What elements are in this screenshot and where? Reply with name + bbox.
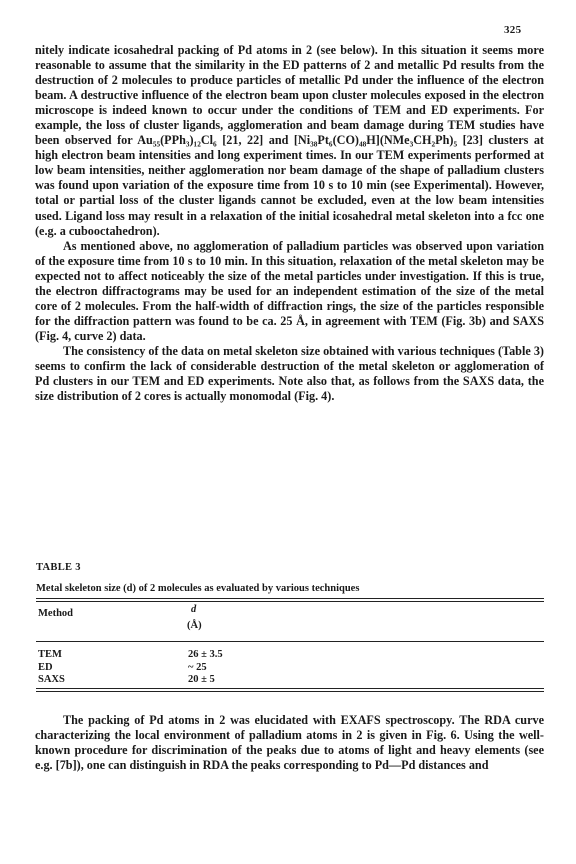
table-cell-value: ~ 25 — [188, 661, 207, 673]
body-text-top — [35, 43, 544, 404]
table-top-rule — [36, 598, 544, 599]
table-body — [38, 649, 308, 687]
table-header-unit: (Å) — [187, 620, 202, 631]
paragraph-1: nitely indicate icosahedral packing of Pd atoms in 2 (see below). In this situation it seems more reasonable to assume that the similarity in the ED patterns of 2 and metallic Pd results from the destruction of 2 molecules to produce particles of metallic Pd under the influence of the electron beam. A destructive influence of the electron beam upon cluster molecules exposed in the electron microscope is indeed known to occur under the conditions of TEM and ED experiments. For example, the loss of cluster ligands, agglomeration and beam damage during TEM studies have been observed for Au₅₅(PPh₃)₁₂Cl₆ [21, 22] and [Ni₃₈Pt₆(CO)₄₈H](NMe₃CH₂Ph)₅ [23] clusters at high electron beam intensities and long experiment times. In our TEM experiments performed at low beam intensities, neither agglomeration nor beam damage of the shape of palladium clusters was found upon variation of the exposure time from 10 s to 10 min (see Experimental). However, total or partial loss of the cluster ligands cannot be excluded, even at the low beam intensities used. Ligand loss may result in a relaxation of the initial icosahedral metal skeleton into a fcc one (e.g. a cuboоctahedron). — [35, 43, 544, 238]
table-label: TABLE 3 — [36, 562, 81, 573]
table-top-rule-secondary — [36, 601, 544, 602]
paragraph-2: As mentioned above, no agglomeration of palladium particles was observed upon variation of the exposure time from 10 s to 10 min. In this situation, relaxation of the metal skeleton may be expected not to affect noticeably the size of the metal particles under investigation. If this is true, the electron diffractograms may be used for an independent estimation of the size of the metal core of 2 molecules. From the half-width of diffraction rings, the size of the particles responsible for the diffraction pattern was found to be ca. 25 Å, in agreement with TEM (Fig. 3b) and SAXS (Fig. 4, curve 2) data. — [35, 238, 544, 343]
paragraph-4: The packing of Pd atoms in 2 was elucidated with EXAFS spectroscopy. The RDA curve characterizing the local environment of palladium atoms in 2 is given in Fig. 6. Using the well-known procedure for discrimination of the peaks due to atoms of light and heavy elements (see e.g. [7b]), one can distinguish in RDA the peaks corresponding to Pd—Pd distances and — [35, 713, 544, 773]
table-bottom-rule-secondary — [36, 691, 544, 692]
table-cell-method: TEM — [38, 649, 62, 660]
table-header-method: Method — [38, 608, 73, 619]
table-row — [38, 674, 308, 687]
body-text-bottom — [35, 713, 544, 773]
table-row — [38, 649, 308, 662]
table-cell-value: 26 ± 3.5 — [188, 649, 223, 660]
table-header-rule — [36, 641, 544, 642]
table-cell-method: SAXS — [38, 674, 65, 686]
table-cell-method: ED — [38, 661, 53, 673]
page-number: 325 — [504, 24, 522, 36]
table-bottom-rule — [36, 688, 544, 689]
table-header-d: d — [191, 604, 197, 615]
table-cell-value: 20 ± 5 — [188, 674, 215, 686]
table-row — [38, 662, 308, 675]
table-caption: Metal skeleton size (d) of 2 molecules as evaluated by various techniques — [36, 583, 360, 594]
paragraph-3: The consistency of the data on metal skeleton size obtained with various techniques (Table 3) seems to confirm the lack of considerable destruction of the metal skeleton or agglomeration of Pd clusters in our TEM and ED experiments. Note also that, as follows from the SAXS data, the size distribution of 2 cores is actually monomodal (Fig. 4). — [35, 343, 544, 404]
